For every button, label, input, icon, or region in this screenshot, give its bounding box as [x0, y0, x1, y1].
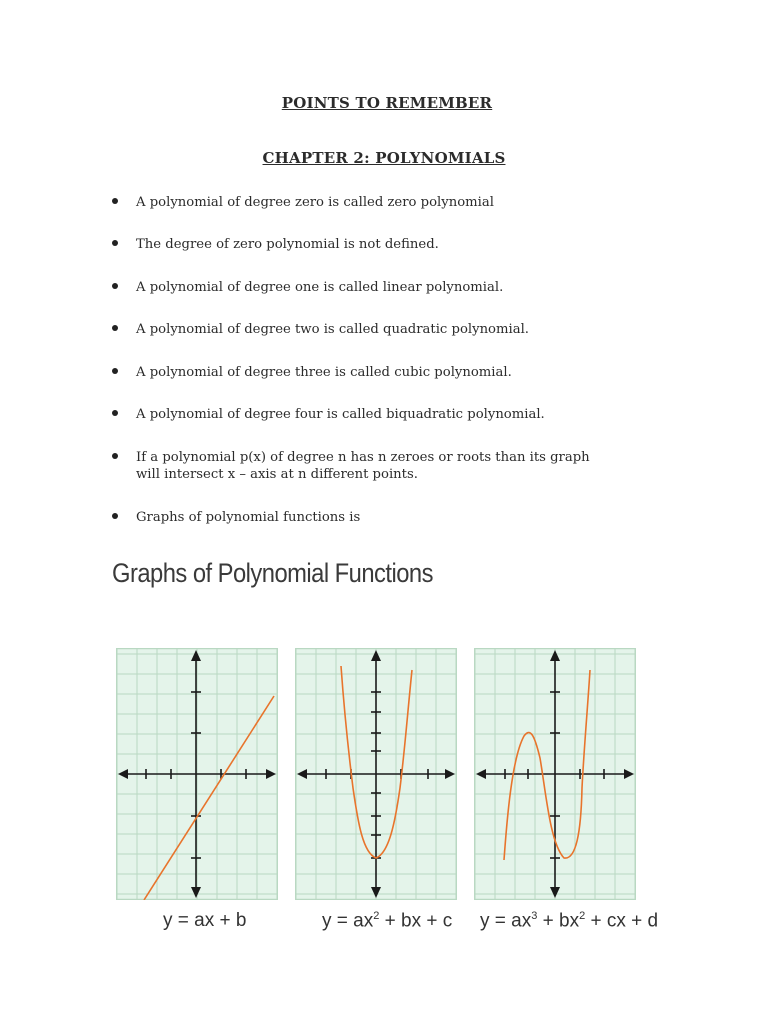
bullet-icon: [112, 198, 118, 204]
list-item: A polynomial of degree three is called cubic polynomial.: [112, 364, 612, 381]
list-item: A polynomial of degree zero is called zero polynomial: [112, 194, 612, 211]
bullet-icon: [112, 240, 118, 246]
bullet-icon: [112, 325, 118, 331]
quadratic-graph-panel: [295, 648, 457, 900]
cubic-graph: [474, 648, 636, 900]
list-item: Graphs of polynomial functions is: [112, 509, 612, 526]
bullet-icon: [112, 453, 118, 459]
bullet-icon: [112, 513, 118, 519]
linear-caption: y = ax + b: [163, 910, 247, 931]
list-item: A polynomial of degree one is called linear polynomial.: [112, 279, 612, 296]
quadratic-caption: $y = ax^2$ + bx + c: [322, 910, 453, 932]
linear-graph-panel: [116, 648, 278, 900]
cubic-caption: $y = ax^3 + bx^2$ + cx + d: [480, 910, 659, 932]
chapter-heading: CHAPTER 2: POLYNOMIALS: [262, 149, 506, 167]
figure-title: Graphs of Polynomial Functions: [112, 558, 433, 588]
list-item: A polynomial of degree two is called quadratic polynomial.: [112, 321, 612, 338]
page-title: POINTS TO REMEMBER: [281, 94, 493, 112]
list-item: If a polynomial p(x) of degree n has n zeroes or roots than its graph will intersect x – axis at n different points.: [112, 449, 602, 483]
quadratic-graph: [295, 648, 457, 900]
bullet-icon: [112, 410, 118, 416]
bullet-icon: [112, 368, 118, 374]
bullet-icon: [112, 283, 118, 289]
list-item: The degree of zero polynomial is not defined.: [112, 236, 612, 253]
linear-graph: [116, 648, 278, 900]
cubic-graph-panel: [474, 648, 636, 900]
list-item: A polynomial of degree four is called biquadratic polynomial.: [112, 406, 612, 423]
